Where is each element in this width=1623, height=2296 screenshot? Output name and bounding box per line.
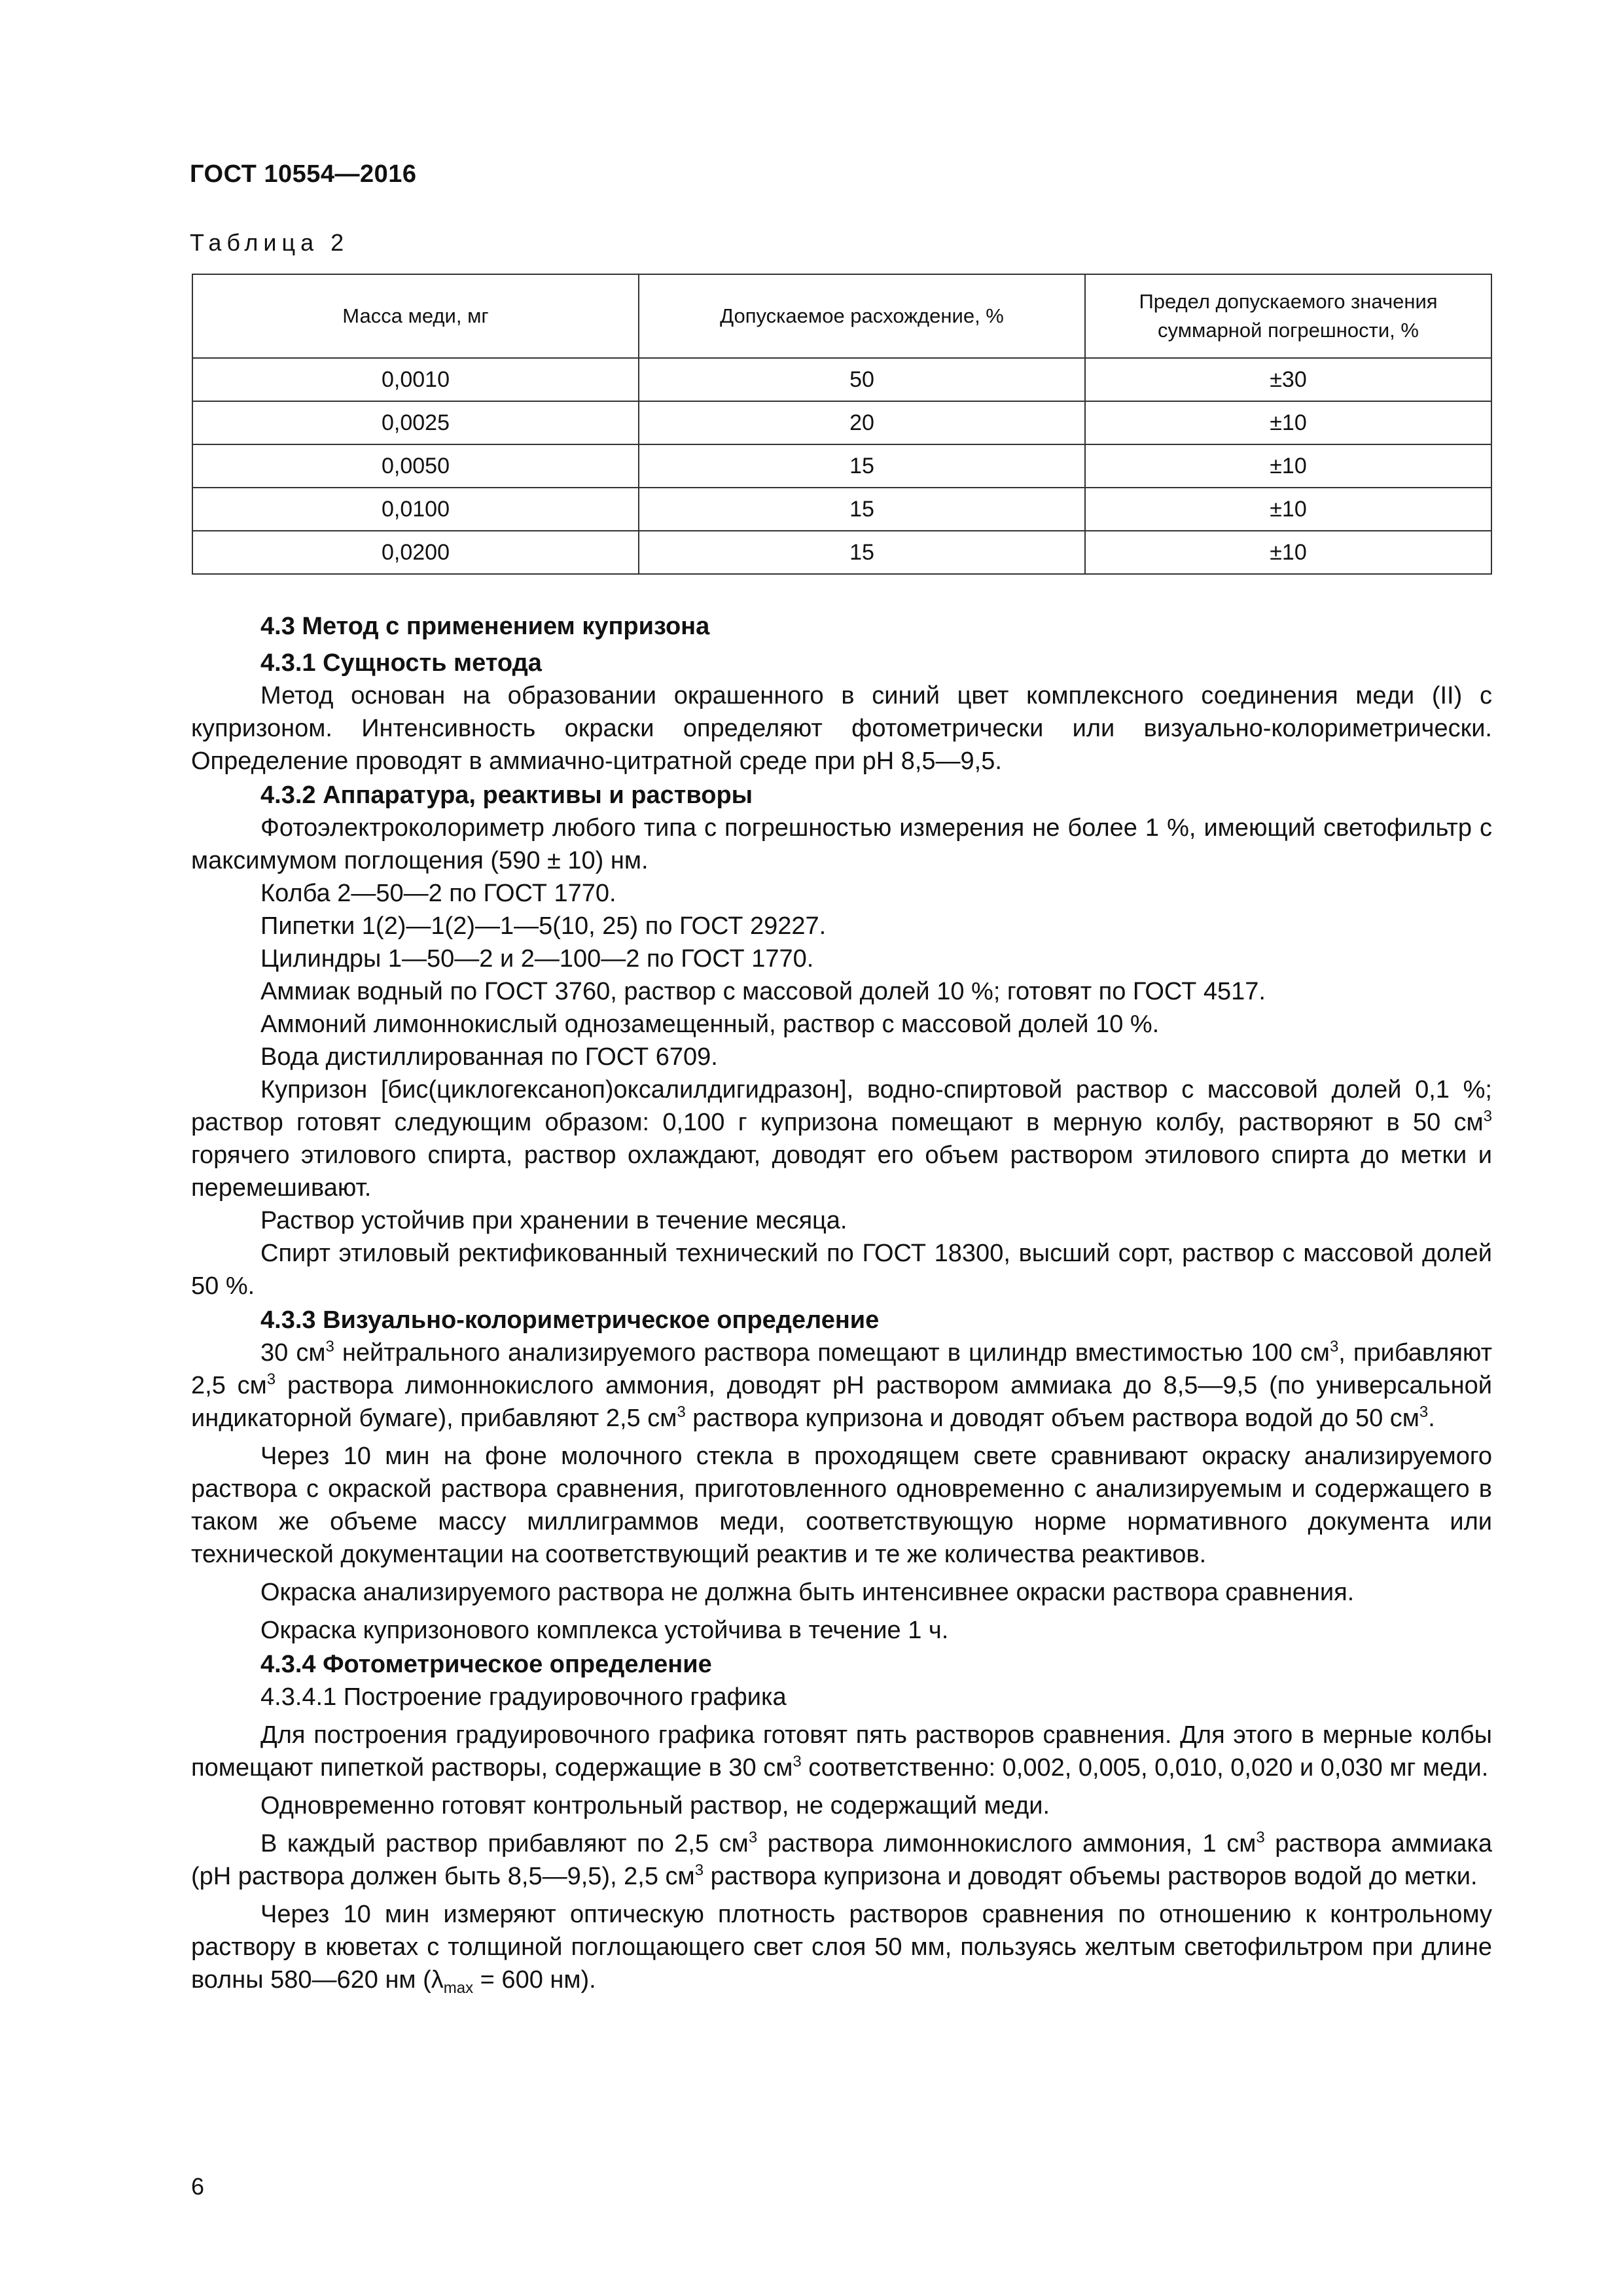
cell-error-limit: ±30 [1085,358,1491,401]
cell-copper-mass: 0,0100 [192,488,639,531]
paragraph [191,1719,1492,1784]
paragraph: Фотоэлектроколориметр любого типа с погрешностью измерения не более 1 %, имеющий светофильтр с максимумом поглощения (590 ± 10) нм. [191,814,1492,874]
paragraph [191,1827,1492,1893]
header-allowed-discrepancy: Допускаемое расхождение, % [639,274,1085,358]
heading-4-3: 4.3 Метод с применением купризона [260,613,710,640]
paragraph: Раствор устойчив при хранении в течение месяца. [260,1207,847,1234]
cell-error-limit: ±10 [1085,401,1491,444]
superscript: 3 [694,1861,704,1879]
heading-4-3-2: 4.3.2 Аппаратура, реактивы и растворы [260,781,753,809]
header-total-error-limit: Предел допускаемого значения суммарной погрешности, % [1085,274,1491,358]
cell-discrepancy: 15 [639,444,1085,488]
text-run: Купризон [бис(циклогексаноп)оксалилдигидразон], водно-спиртовой раствор с массовой долей 0,1 %; раствор готовят следующим образом: 0,100 г купризона помещают в мерную колбу, растворяют в 50 см [191,1076,1492,1136]
subscript: max [443,1979,474,1997]
cell-copper-mass: 0,0025 [192,401,639,444]
text-run: горячего этилового спирта, раствор охлаждают, доводят его объем раствором этилового спирта до метки и перемешивают. [191,1141,1492,1202]
paragraph: Окраска купризонового комплекса устойчива в течение 1 ч. [260,1617,949,1644]
heading-4-3-3: 4.3.3 Визуально-колориметрическое определение [260,1306,880,1334]
cell-discrepancy: 15 [639,531,1085,574]
paragraph: Спирт этиловый ректификованный технический по ГОСТ 18300, высший сорт, раствор с массовой долей 50 %. [191,1240,1492,1300]
paragraph: Аммиак водный по ГОСТ 3760, раствор с массовой долей 10 %; готовят по ГОСТ 4517. [260,978,1266,1005]
text-run: Через 10 мин измеряют оптическую плотность растворов сравнения по отношению к контрольному раствору в кюветах с толщиной поглощающего свет слоя 50 мм, пользуясь желтым светофильтром при длине волны 580—620 нм (λ [191,1901,1492,1994]
text-run: раствора лимоннокислого аммония, доводят pH раствором аммиака до 8,5—9,5 (по универсальной индикаторной бумаге), прибавляют 2,5 см [191,1372,1492,1432]
text-run: , прибавляют 2,5 см [191,1339,1493,1399]
cell-error-limit: ±10 [1085,444,1491,488]
superscript: 3 [1483,1107,1492,1125]
superscript: 3 [266,1371,276,1388]
cell-discrepancy: 50 [639,358,1085,401]
table-row [192,358,1491,401]
header-copper-mass: Масса меди, мг [192,274,639,358]
superscript: 3 [1419,1403,1429,1421]
heading-4-3-4: 4.3.4 Фотометрическое определение [260,1651,712,1678]
text-run: нейтрального анализируемого раствора помещают в цилиндр вместимостью 100 см [334,1339,1330,1367]
table-row [192,401,1491,444]
paragraph: Через 10 мин на фоне молочного стекла в проходящем свете сравнивают окраску анализируемого раствора с окраской раствора сравнения, приготовленного одновременно с анализируемым и содержащего в таком же объеме массу миллиграммов меди, соответствующую норме нормативного документа или технической документации на соответствующий реактив и те же количества реактивов. [191,1443,1492,1568]
subheading-4-3-4-1: 4.3.4.1 Построение градуировочного графика [260,1683,787,1711]
text-run: раствора купризона и доводят объем раствора водой до 50 см [685,1405,1419,1432]
cell-discrepancy: 20 [639,401,1085,444]
paragraph: Колба 2—50—2 по ГОСТ 1770. [260,880,616,907]
paragraph: Метод основан на образовании окрашенного в синий цвет комплексного соединения меди (II) с купризоном. Интенсивность окраски определяют фотометрически или визуально-колориметрически. Определение проводят в аммиачно-цитратной среде при pH 8,5—9,5. [191,682,1492,775]
table-row [192,488,1491,531]
cell-copper-mass: 0,0050 [192,444,639,488]
text-run: = 600 нм). [473,1966,596,1994]
standard-code: ГОСТ 10554—2016 [190,160,417,188]
paragraph: Пипетки 1(2)—1(2)—1—5(10, 25) по ГОСТ 29227. [260,912,827,940]
document-body [191,609,1492,1996]
superscript: 3 [1256,1829,1265,1846]
superscript: 3 [1329,1338,1339,1355]
paragraph: Цилиндры 1—50—2 и 2—100—2 по ГОСТ 1770. [260,945,814,973]
paragraph: Окраска анализируемого раствора не должна быть интенсивнее окраски раствора сравнения. [260,1579,1355,1606]
table-header-row [192,274,1491,358]
superscript: 3 [677,1403,686,1421]
cell-error-limit: ±10 [1085,531,1491,574]
paragraph: Одновременно готовят контрольный раствор, не содержащий меди. [260,1792,1050,1820]
paragraph: Аммоний лимоннокислый однозамещенный, раствор с массовой долей 10 %. [260,1011,1160,1038]
cell-copper-mass: 0,0200 [192,531,639,574]
copper-tolerance-table [192,274,1492,575]
text-run: 30 см [260,1339,326,1367]
cell-error-limit: ±10 [1085,488,1491,531]
cell-copper-mass: 0,0010 [192,358,639,401]
text-run: раствора купризона и доводят объемы растворов водой до метки. [704,1863,1478,1890]
text-run: . [1428,1405,1435,1432]
paragraph: Вода дистиллированная по ГОСТ 6709. [260,1043,718,1071]
cell-discrepancy: 15 [639,488,1085,531]
text-run: соответственно: 0,002, 0,005, 0,010, 0,020 и 0,030 мг меди. [801,1754,1489,1782]
table-row [192,531,1491,574]
text-run: раствора лимоннокислого аммония, 1 см [757,1830,1257,1857]
paragraph [191,1073,1492,1204]
heading-4-3-1: 4.3.1 Сущность метода [260,649,542,677]
paragraph [191,1898,1492,1996]
text-run: Для построения градуировочного графика готовят пять растворов сравнения. Для этого в мерные колбы помещают пипеткой растворы, содержащие в 30 см [191,1721,1492,1782]
text-run: В каждый раствор прибавляют по 2,5 см [260,1830,749,1857]
superscript: 3 [748,1829,758,1846]
table-caption: Таблица 2 [190,229,349,256]
text-run: раствора аммиака (pH раствора должен быть 8,5—9,5), 2,5 см [191,1830,1492,1890]
superscript: 3 [793,1753,802,1770]
paragraph [191,1336,1492,1435]
table-row [192,444,1491,488]
superscript: 3 [325,1338,334,1355]
page-number: 6 [191,2173,205,2200]
